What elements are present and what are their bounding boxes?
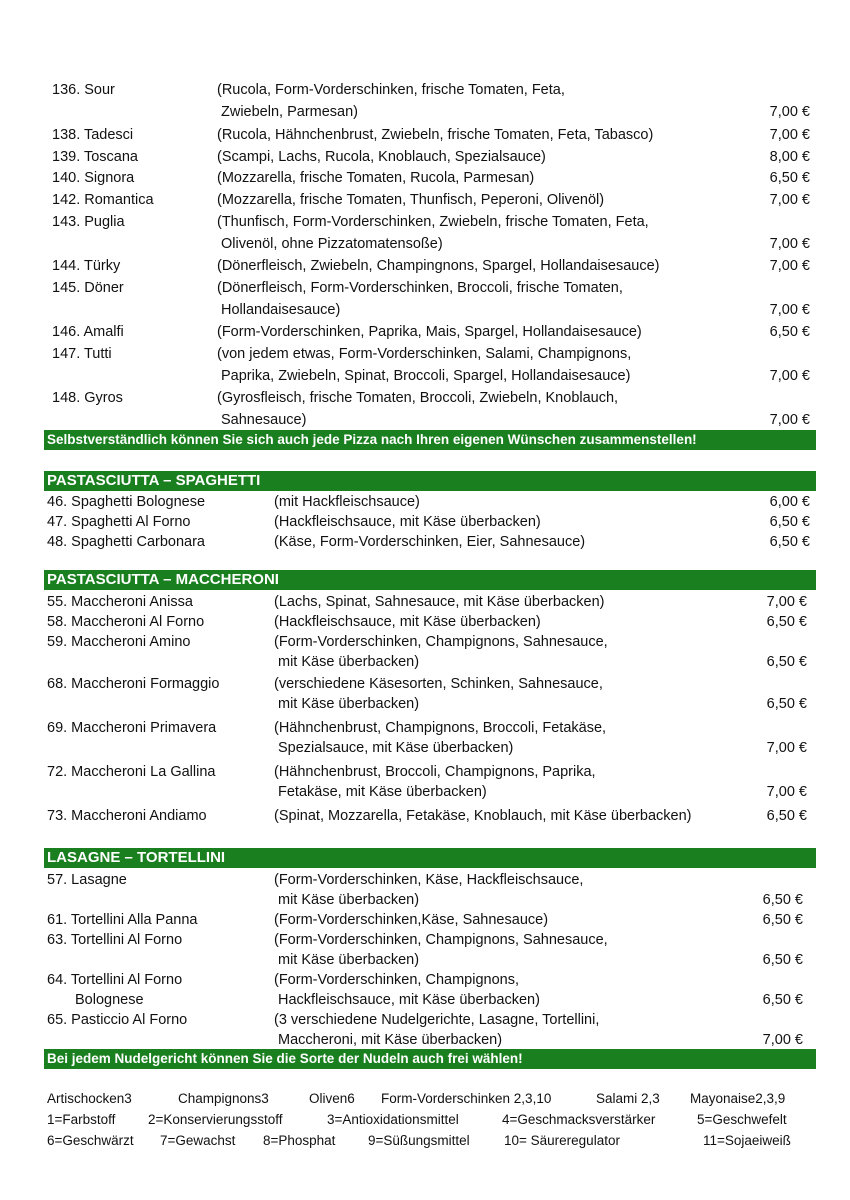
- menu-item-name: 68. Maccheroni Formaggio: [47, 676, 220, 692]
- menu-item-name: 146. Amalfi: [52, 324, 124, 340]
- menu-item-description: Olivenöl, ohne Pizzatomatensoße): [221, 236, 443, 252]
- menu-item-price: 7,00 €: [769, 236, 810, 252]
- menu-item-description: Sahnesauce): [221, 412, 307, 428]
- menu-item-price: 7,00 €: [769, 104, 810, 120]
- menu-item-description: (Gyrosfleisch, frische Tomaten, Broccoli, Zwiebeln, Knoblauch,: [217, 390, 619, 406]
- menu-item-price: 7,00 €: [766, 594, 807, 610]
- section-header: LASAGNE – TORTELLINI: [44, 848, 816, 868]
- menu-item-description: (Dönerfleisch, Form-Vorderschinken, Broccoli, frische Tomaten,: [217, 280, 623, 296]
- menu-item-description: (Form-Vorderschinken, Champignons,: [274, 972, 519, 988]
- menu-item-name: 148. Gyros: [52, 390, 123, 406]
- menu-item-price: 6,50 €: [762, 992, 803, 1008]
- menu-item-name: 48. Spaghetti Carbonara: [47, 534, 205, 550]
- menu-item-description: (Form-Vorderschinken, Käse, Hackfleischsauce,: [274, 872, 584, 888]
- menu-item-description: (Scampi, Lachs, Rucola, Knoblauch, Spezialsauce): [217, 149, 546, 165]
- section-header: PASTASCIUTTA – MACCHERONI: [44, 570, 816, 590]
- menu-item-price: 6,50 €: [762, 952, 803, 968]
- menu-item-name: 139. Toscana: [52, 149, 138, 165]
- menu-item-description: Hollandaisesauce): [221, 302, 341, 318]
- menu-item-description: (Form-Vorderschinken, Champignons, Sahnesauce,: [274, 634, 608, 650]
- menu-item-name: 145. Döner: [52, 280, 124, 296]
- menu-item-description: mit Käse überbacken): [278, 654, 420, 670]
- menu-item-price: 7,00 €: [769, 368, 810, 384]
- menu-item-name: 63. Tortellini Al Forno: [47, 932, 183, 948]
- menu-item-description: (Rucola, Form-Vorderschinken, frische Tomaten, Feta,: [217, 82, 565, 98]
- menu-item-description: Zwiebeln, Parmesan): [221, 104, 358, 120]
- menu-item-price: 7,00 €: [769, 412, 810, 428]
- menu-item-name: 69. Maccheroni Primavera: [47, 720, 217, 736]
- menu-item-description: (mit Hackfleischsauce): [274, 494, 420, 510]
- menu-item-name: 46. Spaghetti Bolognese: [47, 494, 206, 510]
- menu-item-name: 136. Sour: [52, 82, 115, 98]
- menu-item-description: (3 verschiedene Nudelgerichte, Lasagne, Tortellini,: [274, 1012, 600, 1028]
- menu-item-name: 55. Maccheroni Anissa: [47, 594, 193, 610]
- menu-item-name: 65. Pasticcio Al Forno: [47, 1012, 188, 1028]
- menu-item-description: (Rucola, Hähnchenbrust, Zwiebeln, frische Tomaten, Feta, Tabasco): [217, 127, 654, 143]
- menu-item-price: 6,00 €: [769, 494, 810, 510]
- menu-item-price: 7,00 €: [769, 302, 810, 318]
- menu-item-name: 140. Signora: [52, 170, 135, 186]
- additive-legend-entry: 3=Antioxidationsmittel: [327, 1112, 459, 1127]
- menu-item-description: (Lachs, Spinat, Sahnesauce, mit Käse überbacken): [274, 594, 605, 610]
- section-header: PASTASCIUTTA – SPAGHETTI: [44, 471, 816, 491]
- menu-item-price: 6,50 €: [762, 912, 803, 928]
- additive-legend-entry: 7=Gewachst: [160, 1133, 236, 1148]
- additive-legend-entry: Oliven6: [309, 1091, 355, 1106]
- menu-item-name: 61. Tortellini Alla Panna: [47, 912, 198, 928]
- menu-item-price: 6,50 €: [769, 324, 810, 340]
- additive-legend-entry: 4=Geschmacksverstärker: [502, 1112, 656, 1127]
- additive-legend-entry: Mayonaise2,3,9: [690, 1091, 786, 1106]
- menu-item-price: 7,00 €: [769, 192, 810, 208]
- additive-legend-entry: 2=Konservierungsstoff: [148, 1112, 283, 1127]
- menu-item-name: 58. Maccheroni Al Forno: [47, 614, 205, 630]
- menu-item-price: 6,50 €: [769, 170, 810, 186]
- additive-legend-entry: 5=Geschwefelt: [697, 1112, 787, 1127]
- menu-item-price: 8,00 €: [769, 149, 810, 165]
- menu-item-name: 73. Maccheroni Andiamo: [47, 808, 207, 824]
- menu-item-description: Fetakäse, mit Käse überbacken): [278, 784, 487, 800]
- additive-legend-entry: 10= Säureregulator: [504, 1133, 620, 1148]
- menu-item-price: 6,50 €: [766, 808, 807, 824]
- additive-legend-entry: Form-Vorderschinken 2,3,10: [381, 1091, 552, 1106]
- menu-item-name: 142. Romantica: [52, 192, 154, 208]
- menu-item-name: 144. Türky: [52, 258, 121, 274]
- menu-item-price: 7,00 €: [762, 1032, 803, 1048]
- pasta-note-banner: Bei jedem Nudelgericht können Sie die Sorte der Nudeln auch frei wählen!: [44, 1049, 816, 1069]
- menu-item-description: (Form-Vorderschinken, Champignons, Sahnesauce,: [274, 932, 608, 948]
- menu-item-name: 143. Puglia: [52, 214, 125, 230]
- menu-item-description: (verschiedene Käsesorten, Schinken, Sahnesauce,: [274, 676, 603, 692]
- menu-item-description: (Form-Vorderschinken,Käse, Sahnesauce): [274, 912, 549, 928]
- pizza-note-banner: Selbstverständlich können Sie sich auch jede Pizza nach Ihren eigenen Wünschen zusammenstellen!: [44, 430, 816, 450]
- menu-item-name: 138. Tadesci: [52, 127, 134, 143]
- menu-item-name: 147. Tutti: [52, 346, 112, 362]
- menu-item-description: Hackfleischsauce, mit Käse überbacken): [278, 992, 540, 1008]
- additive-legend-entry: 11=Sojaeiweiß: [703, 1133, 791, 1148]
- menu-item-price: 7,00 €: [766, 740, 807, 756]
- menu-item-name: 47. Spaghetti Al Forno: [47, 514, 191, 530]
- additive-legend-entry: 1=Farbstoff: [47, 1112, 116, 1127]
- menu-item-description: (Mozzarella, frische Tomaten, Thunfisch, Peperoni, Olivenöl): [217, 192, 605, 208]
- menu-item-description: Maccheroni, mit Käse überbacken): [278, 1032, 503, 1048]
- menu-item-price: 7,00 €: [769, 258, 810, 274]
- menu-item-price: 6,50 €: [762, 892, 803, 908]
- menu-item-description: mit Käse überbacken): [278, 892, 420, 908]
- additive-legend-entry: 9=Süßungsmittel: [368, 1133, 470, 1148]
- menu-item-price: 6,50 €: [766, 654, 807, 670]
- menu-item-description: (von jedem etwas, Form-Vorderschinken, Salami, Champignons,: [217, 346, 632, 362]
- menu-item-price: 6,50 €: [769, 534, 810, 550]
- menu-item-description: (Dönerfleisch, Zwiebeln, Champingnons, Spargel, Hollandaisesauce): [217, 258, 660, 274]
- menu-item-description: mit Käse überbacken): [278, 952, 420, 968]
- menu-item-description: (Hähnchenbrust, Champignons, Broccoli, Fetakäse,: [274, 720, 607, 736]
- menu-item-price: 7,00 €: [766, 784, 807, 800]
- menu-item-description: (Thunfisch, Form-Vorderschinken, Zwiebeln, frische Tomaten, Feta,: [217, 214, 649, 230]
- menu-item-description: Spezialsauce, mit Käse überbacken): [278, 740, 514, 756]
- menu-item-price: 6,50 €: [766, 614, 807, 630]
- menu-item-price: 6,50 €: [766, 696, 807, 712]
- additive-legend-entry: 6=Geschwärzt: [47, 1133, 134, 1148]
- menu-item-name: Bolognese: [75, 992, 144, 1008]
- menu-item-name: 72. Maccheroni La Gallina: [47, 764, 216, 780]
- menu-item-price: 6,50 €: [769, 514, 810, 530]
- menu-item-name: 59. Maccheroni Amino: [47, 634, 191, 650]
- additive-legend-entry: 8=Phosphat: [263, 1133, 336, 1148]
- additive-legend-entry: Artischocken3: [47, 1091, 132, 1106]
- menu-item-description: (Form-Vorderschinken, Paprika, Mais, Spargel, Hollandaisesauce): [217, 324, 642, 340]
- menu-item-description: (Spinat, Mozzarella, Fetakäse, Knoblauch, mit Käse überbacken): [274, 808, 692, 824]
- menu-item-name: 57. Lasagne: [47, 872, 127, 888]
- additive-legend-entry: Salami 2,3: [596, 1091, 660, 1106]
- menu-item-price: 7,00 €: [769, 127, 810, 143]
- menu-item-description: mit Käse überbacken): [278, 696, 420, 712]
- menu-item-description: (Hackfleischsauce, mit Käse überbacken): [274, 514, 541, 530]
- menu-item-description: (Hähnchenbrust, Broccoli, Champignons, Paprika,: [274, 764, 596, 780]
- menu-item-name: 64. Tortellini Al Forno: [47, 972, 183, 988]
- additive-legend-entry: Champignons3: [178, 1091, 269, 1106]
- menu-item-description: (Mozzarella, frische Tomaten, Rucola, Parmesan): [217, 170, 535, 186]
- menu-item-description: (Käse, Form-Vorderschinken, Eier, Sahnesauce): [274, 534, 586, 550]
- menu-item-description: (Hackfleischsauce, mit Käse überbacken): [274, 614, 541, 630]
- menu-item-description: Paprika, Zwiebeln, Spinat, Broccoli, Spargel, Hollandaisesauce): [221, 368, 631, 384]
